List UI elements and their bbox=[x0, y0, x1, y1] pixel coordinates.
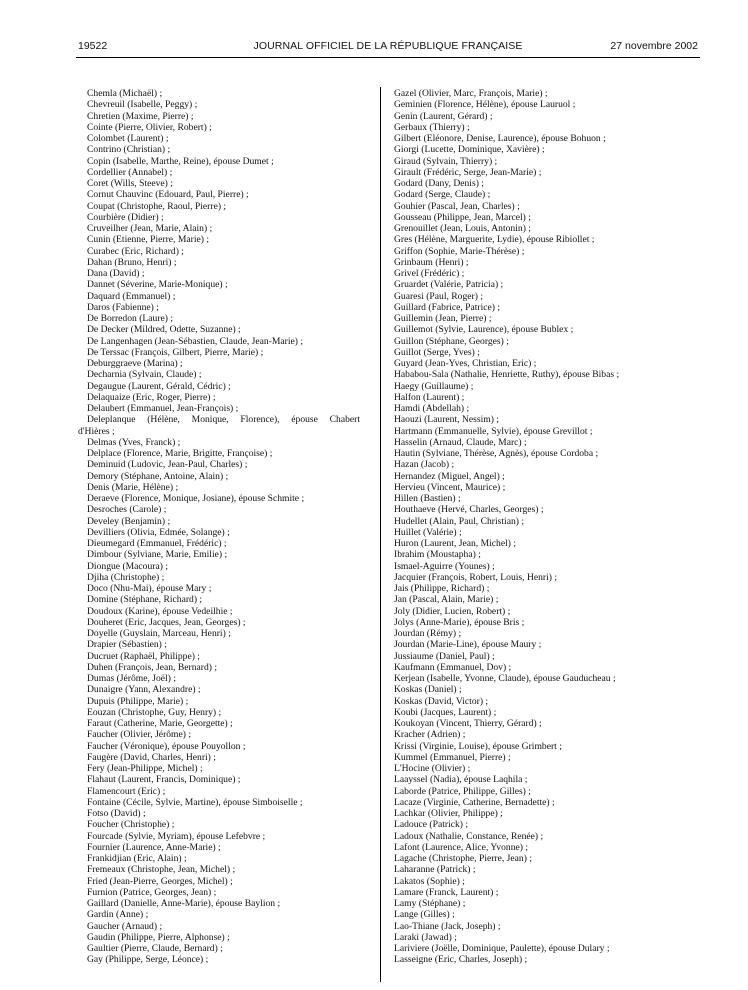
name-entry: Hervieu (Vincent, Maurice) ; bbox=[394, 481, 506, 493]
name-entry: Gouhier (Pascal, Jean, Charles) ; bbox=[394, 200, 520, 212]
publication-date: 27 novembre 2002 bbox=[610, 40, 698, 52]
name-entry: Girault (Frédéric, Serge, Jean-Marie) ; bbox=[394, 166, 542, 178]
name-entry: Lamy (Stéphane) ; bbox=[394, 898, 466, 909]
name-entry: Gaucher (Arnaud) ; bbox=[87, 920, 163, 932]
name-entry: Gazel (Olivier, Marc, François, Marie) ; bbox=[394, 88, 548, 99]
name-entry: Hudellet (Alain, Paul, Christian) ; bbox=[394, 515, 525, 527]
name-entry: Contrino (Christian) ; bbox=[87, 144, 171, 156]
name-entry: Chretien (Maxime, Pierre) ; bbox=[87, 110, 194, 122]
name-entry: Hernandez (Miguel, Angel) ; bbox=[394, 470, 505, 482]
name-entry: De Terssac (François, Gilbert, Pierre, Marie) ; bbox=[87, 346, 264, 358]
name-entry: Kummel (Emmanuel, Pierre) ; bbox=[394, 751, 511, 763]
name-entry: Gousseau (Philippe, Jean, Marcel) ; bbox=[394, 211, 531, 223]
name-entry: Hasselin (Arnaud, Claude, Marc) ; bbox=[394, 436, 527, 448]
name-entry: Grivel (Frédéric) ; bbox=[394, 268, 465, 279]
page-header bbox=[78, 40, 698, 54]
name-entry: Lagache (Christophe, Pierre, Jean) ; bbox=[394, 853, 532, 864]
name-entry: Lasseigne (Eric, Charles, Joseph) ; bbox=[394, 954, 528, 966]
name-entry: Kracher (Adrien) ; bbox=[394, 729, 466, 741]
name-entry: Dimbour (Sylviane, Marie, Emilie) ; bbox=[87, 549, 228, 561]
name-entry: Cordellier (Annabel) ; bbox=[87, 166, 173, 178]
name-entry: Gilbert (Eléonore, Denise, Laurence), épouse Bohuon ; bbox=[394, 133, 606, 144]
name-entry: Flamencourt (Eric) ; bbox=[87, 785, 166, 797]
name-entry: Ladoux (Nathalie, Constance, Renée) ; bbox=[394, 830, 544, 842]
name-entry: Deraeve (Florence, Monique, Josiane), épouse Schmite ; bbox=[87, 493, 305, 504]
name-entry: Krissi (Virginie, Louise), épouse Grimbert ; bbox=[394, 740, 562, 752]
name-entry: Gay (Philippe, Serge, Léonce) ; bbox=[87, 954, 209, 966]
name-entry: Jourdan (Rémy) ; bbox=[394, 628, 462, 639]
name-entry: Fremeaux (Christophe, Jean, Michel) ; bbox=[87, 864, 236, 876]
name-entry: Haouzi (Laurent, Nessim) ; bbox=[394, 414, 499, 426]
name-entry: Haegy (Guillaume) ; bbox=[394, 380, 474, 392]
name-entry: Faucher (Olivier, Jérôme) ; bbox=[87, 729, 192, 741]
name-entry: Houthaeve (Hervé, Charles, Georges) ; bbox=[394, 504, 544, 516]
name-entry: Develey (Benjamin) ; bbox=[87, 515, 171, 527]
name-entry: Cointe (Pierre, Olivier, Robert) ; bbox=[87, 121, 212, 133]
name-entry: Fried (Jean-Pierre, Georges, Michel) ; bbox=[87, 875, 233, 887]
name-entry: Delaquaize (Eric, Roger, Pierre) ; bbox=[87, 391, 216, 403]
name-entry: Desroches (Carole) ; bbox=[87, 504, 167, 516]
name-entry: Deleplanque (Hélène, Monique, Florence), épouse Chabert bbox=[87, 414, 360, 426]
name-entry: Fourcade (Sylvie, Myriam), épouse Lefebvre ; bbox=[87, 830, 266, 842]
name-entry: Djiha (Christophe) ; bbox=[87, 571, 165, 583]
left-column bbox=[78, 88, 360, 966]
name-entry: Delmas (Yves, Franck) ; bbox=[87, 436, 181, 448]
name-entry: Lacaze (Virginie, Catherine, Bernadette) ; bbox=[394, 796, 555, 808]
name-entry: Flahaut (Laurent, Francis, Dominique) ; bbox=[87, 774, 241, 786]
name-entry: Jan (Pascal, Alain, Marie) ; bbox=[394, 594, 499, 606]
name-entry: Koukoyan (Vincent, Thierry, Gérard) ; bbox=[394, 718, 542, 729]
name-entry: Daros (Fabienne) ; bbox=[87, 301, 159, 313]
name-entry: Guillot (Serge, Yves) ; bbox=[394, 346, 480, 358]
name-entry: Doudoux (Karine), épouse Vedeilhie ; bbox=[87, 605, 233, 617]
name-entry: Godard (Dany, Denis) ; bbox=[394, 178, 484, 189]
name-entry: Laraki (Jawad) ; bbox=[394, 931, 457, 943]
name-entry: Ladouce (Patrick) ; bbox=[394, 819, 469, 831]
name-entry: Courbière (Didier) ; bbox=[87, 211, 164, 223]
name-entry: Hartmann (Emmanuelle, Sylvie), épouse Grevillot ; bbox=[394, 425, 593, 437]
name-entry: Gaillard (Danielle, Anne-Marie), épouse Baylion ; bbox=[87, 898, 281, 909]
name-entry: Faugère (David, Charles, Henri) ; bbox=[87, 751, 216, 763]
page-number: 19522 bbox=[78, 40, 108, 52]
name-entry: Dumas (Jérôme, Joël) ; bbox=[87, 673, 176, 684]
name-entry: Foucher (Christophe) ; bbox=[87, 819, 175, 831]
name-entry: De Decker (Mildred, Odette, Suzanne) ; bbox=[87, 324, 241, 336]
name-entry: Jussiaume (Daniel, Paul) ; bbox=[394, 650, 495, 662]
name-entry: Guillemot (Sylvie, Laurence), épouse Bublex ; bbox=[394, 324, 574, 336]
name-entry: Dahan (Bruno, Henri) ; bbox=[87, 256, 177, 268]
right-column bbox=[385, 88, 675, 966]
name-entry: Duhen (François, Jean, Bernard) ; bbox=[87, 661, 218, 673]
name-entry: Hillen (Bastien) ; bbox=[394, 493, 461, 504]
name-entry: L'Hocine (Olivier) ; bbox=[394, 763, 471, 774]
name-entry: Laborde (Patrice, Philippe, Gilles) ; bbox=[394, 785, 531, 797]
name-entry: Gerbaux (Thierry) ; bbox=[394, 121, 470, 133]
name-entry: Gruardet (Valérie, Patricia) ; bbox=[394, 279, 504, 291]
name-entry: Hababou-Sala (Nathalie, Henriette, Ruthy), épouse Bibas ; bbox=[394, 369, 620, 381]
name-entry: Gaudin (Philippe, Pierre, Alphonse) ; bbox=[87, 931, 230, 943]
name-entry: Joly (Didier, Lucien, Robert) ; bbox=[394, 605, 511, 617]
name-entry: Dannet (Séverine, Marie-Monique) ; bbox=[87, 279, 228, 291]
name-entry: Guillard (Fabrice, Patrice) ; bbox=[394, 301, 501, 313]
name-entry: d'Hières ; bbox=[78, 425, 115, 437]
name-entry: Laayssel (Nadia), épouse Laqhila ; bbox=[394, 774, 528, 786]
name-entry: Kaufmann (Emmanuel, Dov) ; bbox=[394, 661, 512, 673]
name-entry: Guillemin (Jean, Pierre) ; bbox=[394, 313, 492, 324]
name-entry: Degaugue (Laurent, Gérald, Cédric) ; bbox=[87, 380, 231, 392]
name-entry: Fournier (Laurence, Anne-Marie) ; bbox=[87, 841, 221, 853]
name-entry: Guaresi (Paul, Roger) ; bbox=[394, 290, 483, 302]
name-entry: Daquard (Emmanuel) ; bbox=[87, 290, 176, 302]
name-entry: Giorgi (Lucette, Dominique, Xavière) ; bbox=[394, 144, 545, 156]
name-entry: Delplace (Florence, Marie, Brigitte, Françoise) ; bbox=[87, 448, 273, 459]
name-entry: Furnion (Patrice, Georges, Jean) ; bbox=[87, 886, 217, 898]
name-entry: Delaubert (Emmanuel, Jean-François) ; bbox=[87, 403, 239, 414]
name-entry: Genin (Laurent, Gérard) ; bbox=[394, 110, 493, 122]
name-entry: Devilliers (Olivia, Edmée, Solange) ; bbox=[87, 526, 230, 538]
name-entry: Fotso (David) ; bbox=[87, 808, 146, 819]
name-entry: Lange (Gilles) ; bbox=[394, 909, 455, 921]
name-entry: Lachkar (Olivier, Philippe) ; bbox=[394, 808, 503, 819]
name-entry: Hamdi (Abdellah) ; bbox=[394, 403, 470, 414]
name-entry: Guyard (Jean-Yves, Christian, Eric) ; bbox=[394, 358, 537, 369]
name-entry: Hautin (Sylviane, Thérèse, Agnès), épouse Cordoba ; bbox=[394, 448, 599, 459]
name-entry: Deminuid (Ludovic, Jean-Paul, Charles) ; bbox=[87, 459, 248, 471]
name-entry: Halfon (Laurent) ; bbox=[394, 391, 465, 403]
header-rule bbox=[76, 57, 700, 58]
name-entry: Chemla (Michaël) ; bbox=[87, 88, 163, 99]
name-entry: Gres (Hélène, Marguerite, Lydie), épouse Ribiollet ; bbox=[394, 234, 595, 246]
name-entry: Cornut Chauvinc (Edouard, Paul, Pierre) ; bbox=[87, 189, 249, 201]
name-entry: Decharnia (Sylvain, Claude) ; bbox=[87, 369, 202, 381]
name-entry: Godard (Serge, Claude) ; bbox=[394, 189, 491, 201]
name-entry: Demory (Stéphane, Antoine, Alain) ; bbox=[87, 470, 229, 482]
name-entry: Frankidjian (Eric, Alain) ; bbox=[87, 853, 187, 864]
name-entry: Fery (Jean-Philippe, Michel) ; bbox=[87, 763, 203, 774]
name-entry: Huillet (Valérie) ; bbox=[394, 526, 462, 538]
name-entry: Grinbaum (Henri) ; bbox=[394, 256, 469, 268]
name-entry: Lamare (Franck, Laurent) ; bbox=[394, 886, 499, 898]
name-entry: Copin (Isabelle, Marthe, Reine), épouse Dumet ; bbox=[87, 155, 274, 167]
journal-title: JOURNAL OFFICIEL DE LA RÉPUBLIQUE FRANÇAISE bbox=[253, 40, 523, 52]
name-entry: Dunaigre (Yann, Alexandre) ; bbox=[87, 684, 201, 696]
name-entry: Diongue (Macoura) ; bbox=[87, 560, 168, 572]
name-entry: Jacquier (François, Robert, Louis, Henri) ; bbox=[394, 571, 558, 583]
name-entry: Douheret (Eric, Jacques, Jean, Georges) ; bbox=[87, 616, 246, 628]
name-entry: Laharanne (Patrick) ; bbox=[394, 864, 476, 876]
name-entry: De Borredon (Laure) ; bbox=[87, 313, 174, 324]
name-entry: Geminien (Florence, Hélène), épouse Lauruol ; bbox=[394, 99, 576, 111]
name-entry: Fontaine (Cécile, Sylvie, Martine), épouse Simboiselle ; bbox=[87, 796, 303, 808]
name-entry: Jourdan (Marie-Line), épouse Maury ; bbox=[394, 639, 542, 651]
name-entry: Cruveilher (Jean, Marie, Alain) ; bbox=[87, 223, 213, 234]
name-entry: Ibrahim (Moustapha) ; bbox=[394, 549, 481, 561]
name-entry: Ismael-Aguirre (Younes) ; bbox=[394, 560, 495, 572]
name-entry: De Langenhagen (Jean-Sébastien, Claude, Jean-Marie) ; bbox=[87, 335, 304, 347]
name-entry: Chevreuil (Isabelle, Peggy) ; bbox=[87, 99, 198, 111]
name-entry: Lakatos (Sophie) ; bbox=[394, 875, 465, 887]
name-entry: Lariviere (Joëlle, Dominique, Paulette), épouse Dulary ; bbox=[394, 943, 610, 954]
name-entry: Doco (Nhu-Mai), épouse Mary ; bbox=[87, 583, 212, 594]
name-entry: Guillon (Stéphane, Georges) ; bbox=[394, 335, 509, 347]
name-entry: Coupat (Christophe, Raoul, Pierre) ; bbox=[87, 200, 227, 212]
name-entry: Cunin (Etienne, Pierre, Marie) ; bbox=[87, 234, 210, 246]
name-entry: Dana (David) ; bbox=[87, 268, 145, 279]
name-entry: Kerjean (Isabelle, Yvonne, Claude), épouse Gauducheau ; bbox=[394, 673, 616, 684]
name-entry: Coret (Wills, Steeve) ; bbox=[87, 178, 173, 189]
name-entry: Curabec (Eric, Richard) ; bbox=[87, 245, 184, 257]
name-entry: Faraut (Catherine, Marie, Georgette) ; bbox=[87, 718, 233, 729]
name-entry: Koskas (David, Victor) ; bbox=[394, 695, 489, 707]
name-entry: Denis (Marie, Hélène) ; bbox=[87, 481, 179, 493]
name-entry: Grenouillet (Jean, Louis, Antonin) ; bbox=[394, 223, 531, 234]
name-entry: Koubi (Jacques, Laurent) ; bbox=[394, 706, 497, 718]
name-entry: Lafont (Laurence, Alice, Yvonne) ; bbox=[394, 841, 529, 853]
name-entry: Giraud (Sylvain, Thierry) ; bbox=[394, 155, 498, 167]
name-entry: Koskas (Daniel) ; bbox=[394, 684, 462, 696]
name-entry: Faucher (Véronique), épouse Pouyollon ; bbox=[87, 740, 246, 752]
column-divider bbox=[380, 87, 381, 982]
name-entry: Domine (Stéphane, Richard) ; bbox=[87, 594, 203, 606]
name-entry: Jais (Philippe, Richard) ; bbox=[394, 583, 490, 594]
name-entry: Hazan (Jacob) ; bbox=[394, 459, 455, 471]
name-entry: Gardin (Anne) ; bbox=[87, 909, 149, 921]
name-entry: Drapier (Sébastien) ; bbox=[87, 639, 167, 651]
name-entry: Jolys (Anne-Marie), épouse Bris ; bbox=[394, 616, 525, 628]
name-entry: Eouzan (Christophe, Guy, Henry) ; bbox=[87, 706, 222, 718]
name-entry: Huron (Laurent, Jean, Michel) ; bbox=[394, 538, 517, 549]
name-entry: Dupuis (Philippe, Marie) ; bbox=[87, 695, 189, 707]
name-entry: Colombet (Laurent) ; bbox=[87, 133, 169, 144]
name-entry: Deburggraeve (Marina) ; bbox=[87, 358, 183, 369]
name-entry: Gaultier (Pierre, Claude, Bernard) ; bbox=[87, 943, 223, 954]
name-entry: Doyelle (Guyslain, Marceau, Henri) ; bbox=[87, 628, 231, 639]
name-entry: Dieumegard (Emmanuel, Frédéric) ; bbox=[87, 538, 227, 549]
name-entry: Lao-Thiane (Jack, Joseph) ; bbox=[394, 920, 501, 932]
name-entry: Ducruet (Raphaël, Philippe) ; bbox=[87, 650, 200, 662]
name-entry: Griffon (Sophie, Marie-Thérèse) ; bbox=[394, 245, 525, 257]
